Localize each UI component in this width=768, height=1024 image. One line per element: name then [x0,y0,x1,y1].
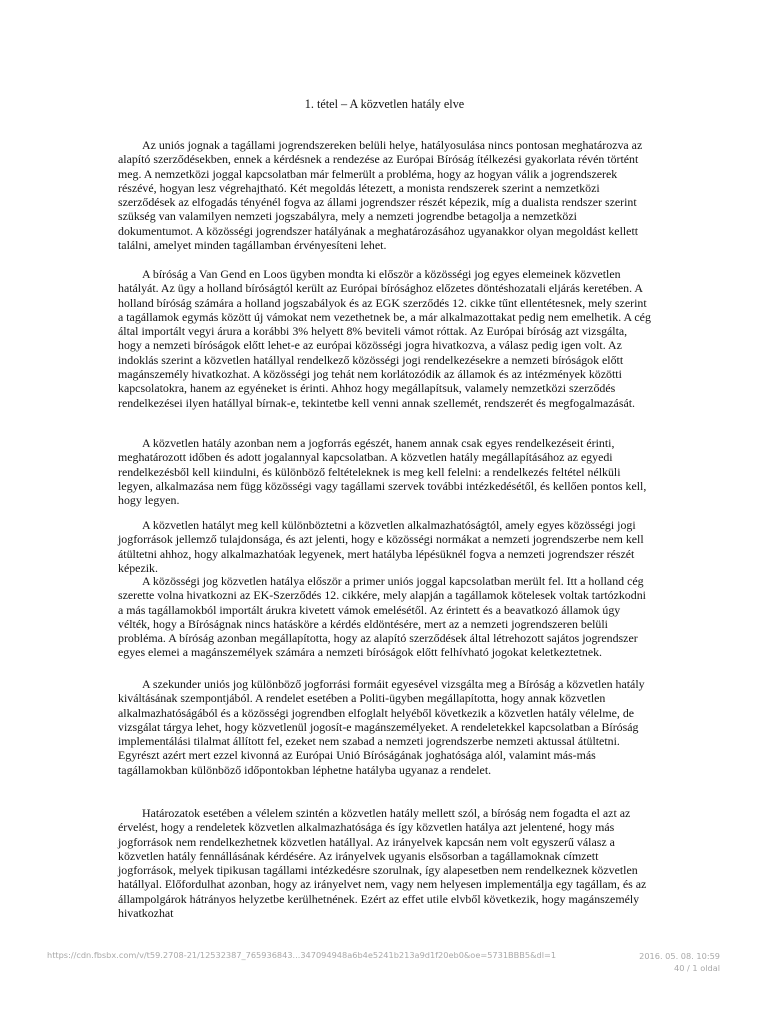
paragraph-3: A közvetlen hatály azonban nem a jogforrás egészét, hanem annak csak egyes rendelkezéseit érinti, meghatározott időben és adott jogalannyal kapcsolatban. A közvetlen hatály megállapításához az egyedi rendelkezésből kell kiindulni, és különböző feltételeknek is meg kell felelni: a rendelkezés feltétel nélküli legyen, alkalmazása nem függ közösségi vagy tagállami szervek további intézkedésétől, és kellően pontos kell, hogy legyen. [118,436,647,508]
paragraph-5: A közösségi jog közvetlen hatálya először a primer uniós joggal kapcsolatban merült fel. Itt a holland cég szerette volna hivatkozni az EK-Szerződés 12. cikkére, mely alapján a tagállamok kötelesek voltak tartózkodni a más tagállamokból importált árukra kivetett vámok emelésétől. Az érintett és a beavatkozó államok úgy vélték, hogy a Bíróságnak nincs hatásköre a kérdés eldöntésére, mert az a nemzeti jogrendszeren belüli probléma. A bíróság azonban megállapította, hogy az alapító szerződések által létrehozott sajátos jogrendszer egyes elemei a magánszemélyek számára a nemzeti bíróságok előtt felhívható jogokat keletkeztetnek. [118,574,646,660]
paragraph-7: Határozatok esetében a vélelem szintén a közvetlen hatály mellett szól, a bíróság nem fogadta el azt az érvelést, hogy a rendeletek közvetlen alkalmazhatósága és így közvetlen hatálya azt jelentené, hogy más jogforrások nem rendelkezhetnek közvetlen hatállyal. Az irányelvek kapcsán nem volt egyszerű válasz a közvetlen hatály fennállásának kérdésére. Az irányelvek ugyanis elsősorban a tagállamoknak címzett jogforrások, melyek tipikusan tagállami intézkedésre szorulnak, így alapesetben nem rendelkeznek közvetlen hatállyal. Előfordulhat azonban, hogy az irányelvet nem, vagy nem helyesen implementálja egy tagállam, és az állampolgárok hátrányos helyzetbe kerülhetnének. Ezért az effet utile elvből következik, hogy magánszemély hivatkozhat [118,806,647,921]
paragraph-2: A bíróság a Van Gend en Loos ügyben mondta ki először a közösségi jog egyes elemeinek közvetlen hatályát. Az ügy a holland bíróságtól került az Európai bírósághoz előzetes döntéshozatali eljárás keretében. A holland bíróság számára a holland jogszabályok és az EGK szerződés 12. cikke tűnt ellentétesnek, mely szerint a tagállamok egymás között új vámokat nem vezethetnek be, a már alkalmazottakat pedig nem emelhetik. A cég által importált vegyi árura a korábbi 3% helyett 8% beviteli vámot róttak. Az Európai bíróság azt vizsgálta, hogy a nemzeti bíróságok előtt lehet-e az európai közösségi jogra hivatkozva, a válasz pedig igen volt. Az indoklás szerint a közvetlen hatállyal rendelkező közösségi jogi rendelkezésekre a nemzeti bíróságok előtt magánszemély hivatkozhat. A közösségi jog tehát nem korlátozódik az államok és az intézmények közötti kapcsolatokra, hanem az egyéneket is érinti. Ahhoz hogy megállapítsuk, valamely nemzetközi szerződés rendelkezései ilyen hatállyal bírnak-e, tekintetbe kell venni annak szellemét, rendszerét és megfogalmazását. [118,267,651,410]
print-footer-meta [639,950,720,974]
paragraph-1: Az uniós jognak a tagállami jogrendszereken belüli helye, hatályosulása nincs pontosan meghatározva az alapító szerződésekben, ennek a kérdésnek a rendezése az Európai Bíróság ítélkezési gyakorlata révén történt meg. A nemzetközi joggal kapcsolatban már felmerült a probléma, hogy az hogyan válik a jogrendszerek részévé, hogyan lesz végrehajtható. Két megoldás létezett, a monista rendszerek szerint a nemzetközi szerződések az elfogadás tényénél fogva az állami jogrendszer részét képezik, míg a dualista rendszer szerint szükség van valamilyen nemzeti jogszabályra, mely a nemzeti jogrendbe betagolja a nemzetközi dokumentumot. A közösségi jogrendszer hatályának a meghatározásához ugyanakkor olyan megoldást kellett találni, amelyet minden tagállamban érvényesíteni lehet. [118,138,643,253]
paragraph-4: A közvetlen hatályt meg kell különböztetni a közvetlen alkalmazhatóságtól, amely egyes közösségi jogi jogforrások jellemző tulajdonsága, és azt jelenti, hogy e közösségi normákat a nemzeti jogrendszerbe nem kell átültetni ahhoz, hogy alkalmazhatóak legyenek, mert hatályba lépésüknél fogva a nemzeti jogrendszer részét képezik. [118,518,644,575]
print-footer-datetime: 2016. 05. 08. 10:59 [639,951,720,961]
paragraph-6: A szekunder uniós jog különböző jogforrási formáit egyesével vizsgálta meg a Bíróság a közvetlen hatály kiváltásának szempontjából. A rendelet esetében a Politi-ügyben megállapította, hogy annak közvetlen alkalmazhatóságából és a közösségi jogrendben elfoglalt helyéből következik a közvetlen hatály vélelme, de vizsgálat tárgya lehet, hogy közvetlenül jogosít-e magánszemélyeket. A rendeletekkel kapcsolatban a Bíróság implementálási tilalmat állított fel, ezeket nem szabad a nemzeti jogrendszerbe nemzeti aktussal átültetni. Egyrészt azért mert ezzel kivonná az Európai Unió Bíróságának joghatósága alól, valamint más-más tagállamokban különböző időpontokban léphetne hatályba ugyanaz a rendelet. [118,677,645,777]
print-footer-page-indicator: 40 / 1 oldal [674,963,720,973]
document-title: 1. tétel – A közvetlen hatály elve [304,97,465,111]
print-footer-url: https://cdn.fbsbx.com/v/t59.2708-21/12532387_765936843...347094948a6b4e5241b213a9d1f20eb0&oe=5731BBB5&dl=1 [47,950,557,960]
